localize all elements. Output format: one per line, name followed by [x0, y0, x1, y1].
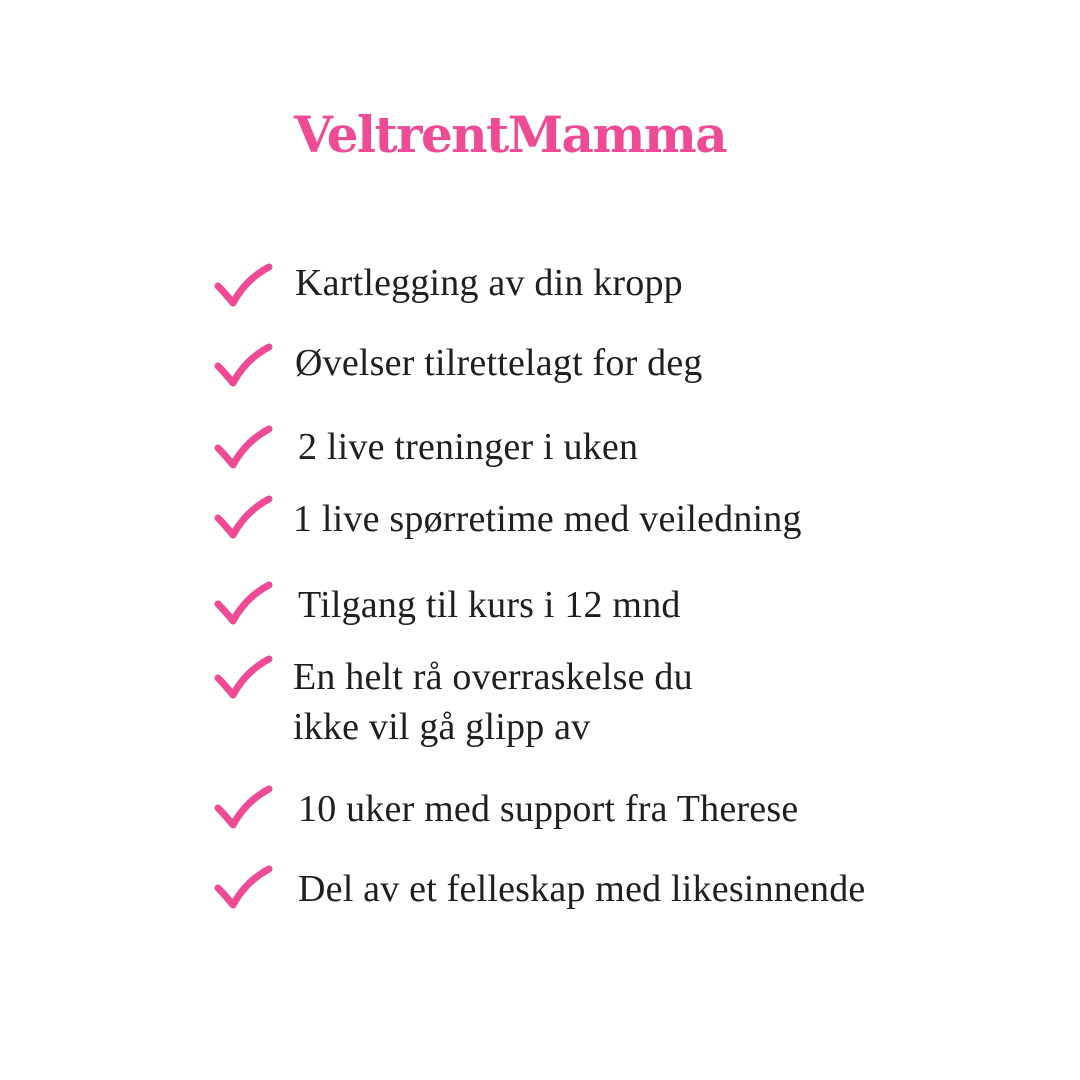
checkmark-icon	[212, 654, 274, 702]
checkmark-icon	[212, 262, 274, 310]
list-item-label: Tilgang til kurs i 12 mnd	[298, 584, 681, 626]
page-title: VeltrentMamma	[294, 105, 727, 164]
checkmark-icon	[212, 864, 274, 912]
checkmark-icon	[212, 784, 274, 832]
list-item-label: 10 uker med support fra Therese	[298, 788, 799, 830]
checkmark-icon	[212, 424, 274, 472]
list-item-label: Øvelser tilrettelagt for deg	[295, 342, 703, 384]
checkmark-icon	[212, 342, 274, 390]
list-item-label: En helt rå overraskelse du ikke vil gå glipp av	[293, 656, 693, 748]
checkmark-icon	[212, 580, 274, 628]
checkmark-icon	[212, 494, 274, 542]
list-item-label: 2 live treninger i uken	[298, 426, 639, 468]
list-item-label: Del av et felleskap med likesinnende	[298, 868, 866, 910]
list-item-label: 1 live spørretime med veiledning	[293, 498, 802, 540]
list-item-label: Kartlegging av din kropp	[295, 262, 683, 304]
